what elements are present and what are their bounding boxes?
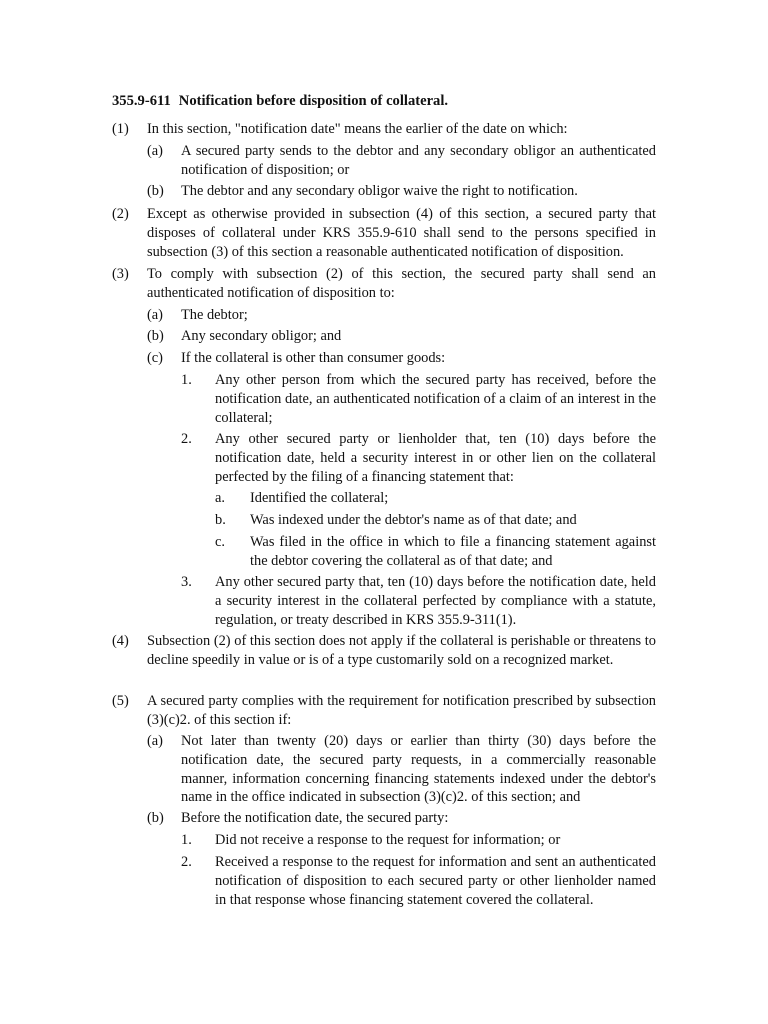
item-label: (a) bbox=[147, 307, 163, 323]
item-label: 3. bbox=[181, 574, 192, 590]
item-label: (5) bbox=[112, 693, 129, 709]
item-text: In this section, "notification date" means the earlier of the date on which: bbox=[147, 121, 568, 137]
item-text: Before the notification date, the secured party: bbox=[181, 810, 449, 826]
item-text: The debtor and any secondary obligor waive the right to notification. bbox=[181, 183, 578, 199]
item-text: Any other person from which the secured party has received, before the notification date, an authenticated notification of a claim of an interest in the collateral; bbox=[215, 372, 656, 426]
section-heading bbox=[112, 93, 448, 110]
item-label: (b) bbox=[147, 328, 164, 344]
item-text: Any other secured party or lienholder that, ten (10) days before the notification date, held a security interest in or other lien on the collateral perfected by the filing of a financing statement that: bbox=[215, 431, 656, 485]
item-label: 1. bbox=[181, 832, 192, 848]
item-text: To comply with subsection (2) of this section, the secured party shall send an authenticated notification of disposition to: bbox=[147, 266, 656, 301]
item-label: b. bbox=[215, 512, 226, 528]
item-text: Except as otherwise provided in subsection (4) of this section, a secured party that disposes of collateral under KRS 355.9-610 shall send to the persons specified in subsection (3) of this section a reasonable authenticated notification of disposition. bbox=[147, 206, 656, 260]
item-text: A secured party complies with the requirement for notification prescribed by subsection (3)(c)2. of this section if: bbox=[147, 693, 656, 728]
item-label: 2. bbox=[181, 431, 192, 447]
item-label: (3) bbox=[112, 266, 129, 282]
item-text: Was filed in the office in which to file a financing statement against the debtor covering the collateral as of that date; and bbox=[250, 534, 656, 569]
item-label: (2) bbox=[112, 206, 129, 222]
item-text: Was indexed under the debtor's name as of that date; and bbox=[250, 512, 577, 528]
item-text: Did not receive a response to the request for information; or bbox=[215, 832, 561, 848]
item-label: a. bbox=[215, 490, 225, 506]
item-label: (1) bbox=[112, 121, 129, 137]
item-label: (b) bbox=[147, 183, 164, 199]
item-text: If the collateral is other than consumer goods: bbox=[181, 350, 446, 366]
item-label: c. bbox=[215, 534, 225, 550]
item-text: Identified the collateral; bbox=[250, 490, 389, 506]
item-text: Not later than twenty (20) days or earlier than thirty (30) days before the notification date, the secured party requests, in a commercially reasonable manner, information concerning financing statements indexed under the debtor's name in the office indicated in subsection (3)(c)2. of this section; and bbox=[181, 733, 656, 806]
item-text: A secured party sends to the debtor and any secondary obligor an authenticated notification of disposition; or bbox=[181, 143, 656, 178]
item-label: 1. bbox=[181, 372, 192, 388]
item-label: (a) bbox=[147, 733, 163, 749]
item-label: (b) bbox=[147, 810, 164, 826]
item-text: Any secondary obligor; and bbox=[181, 328, 342, 344]
item-label: (a) bbox=[147, 143, 163, 159]
item-label: 2. bbox=[181, 854, 192, 870]
section-number: 355.9-611 bbox=[112, 93, 171, 109]
item-text: The debtor; bbox=[181, 307, 248, 323]
item-text: Subsection (2) of this section does not apply if the collateral is perishable or threatens to decline speedily in value or is of a type customarily sold on a recognized market. bbox=[147, 633, 656, 668]
item-label: (c) bbox=[147, 350, 163, 366]
section-title: Notification before disposition of collateral. bbox=[178, 93, 449, 109]
item-label: (4) bbox=[112, 633, 129, 649]
item-text: Received a response to the request for information and sent an authenticated notification of disposition to each secured party or other lienholder named in that response whose financing statement covered the collateral. bbox=[215, 854, 656, 908]
item-text: Any other secured party that, ten (10) days before the notification date, held a security interest in the collateral perfected by compliance with a statute, regulation, or treaty described in KRS 355.9-311(1). bbox=[215, 574, 656, 628]
